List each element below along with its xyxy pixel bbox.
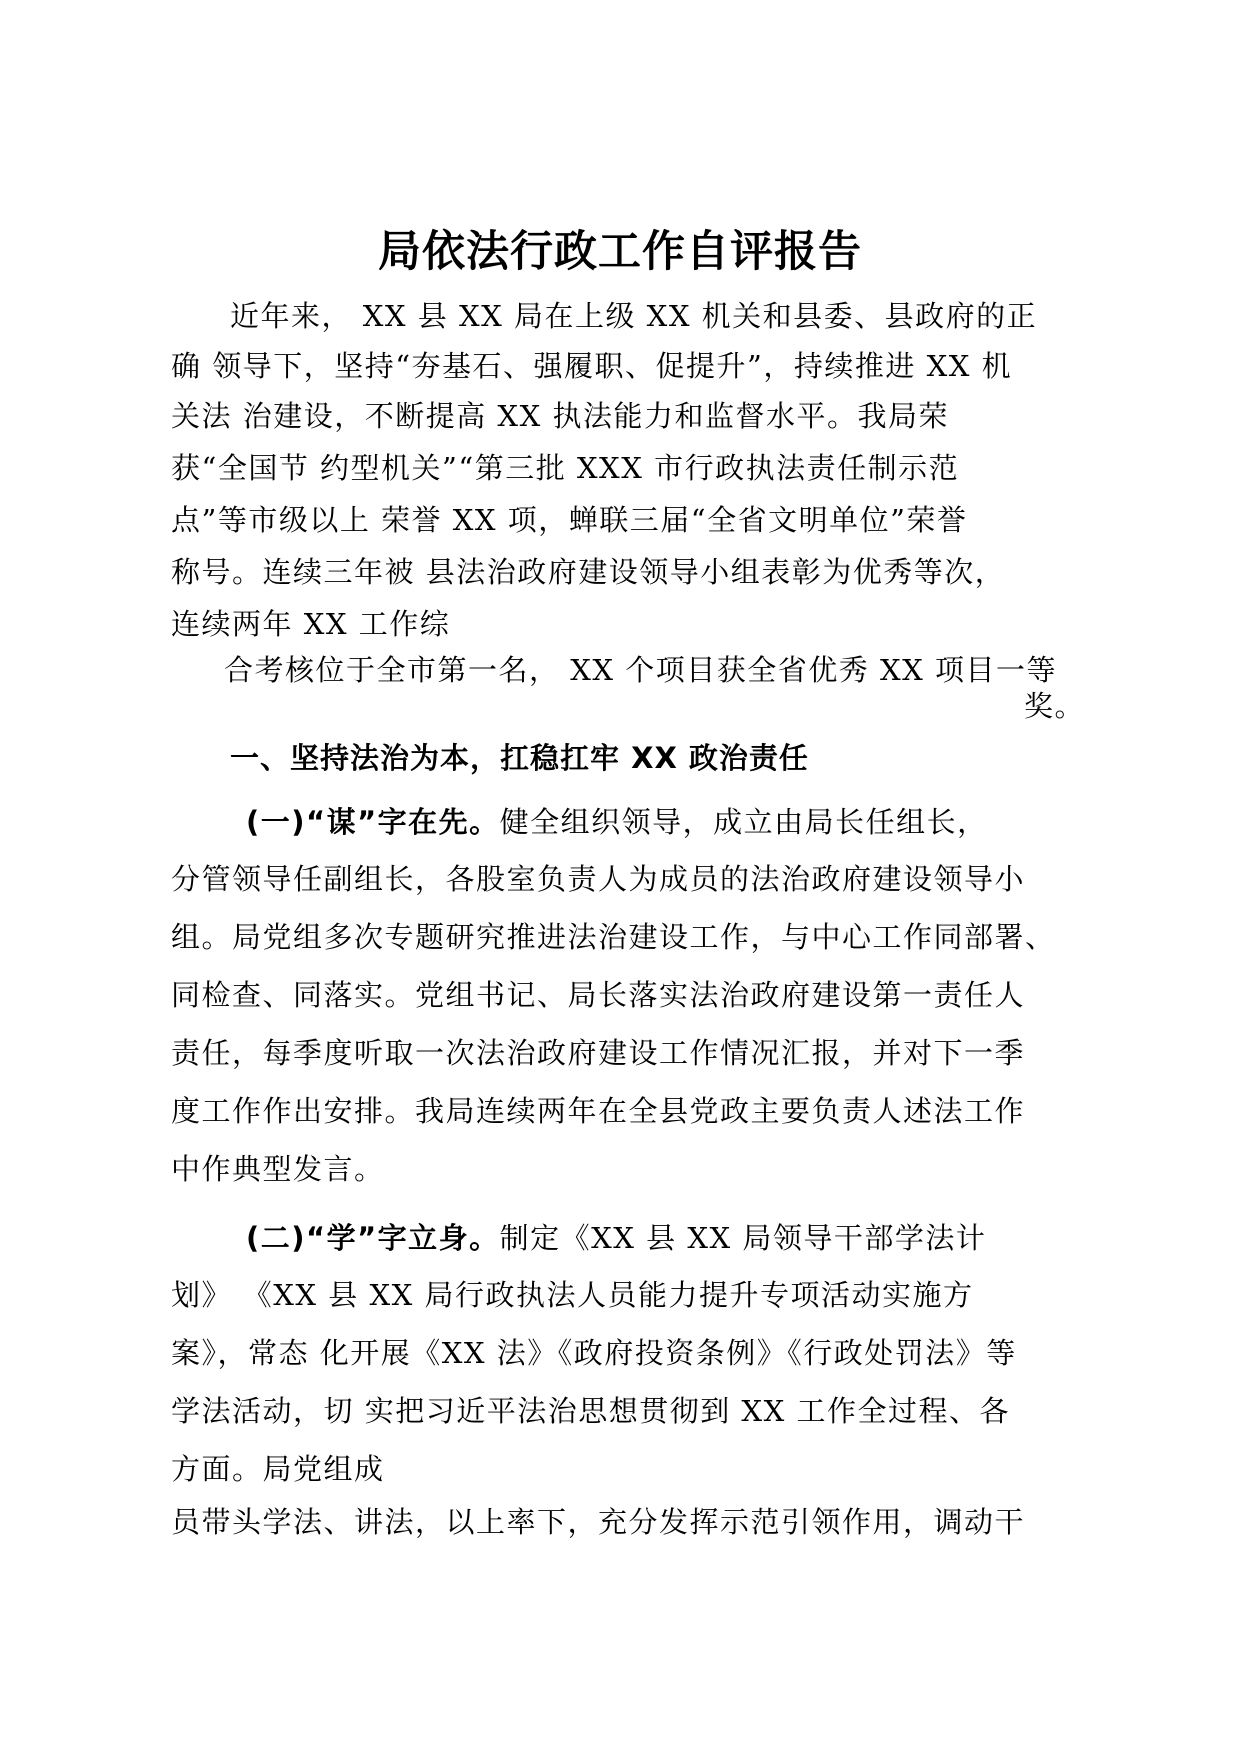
intro-line: 奖。: [1023, 689, 1085, 723]
paragraph-line: 度工作作出安排。我局连续两年在全县党政主要负责人述法工作: [171, 1094, 1026, 1128]
subsection-first-line: [246, 802, 988, 842]
subsection-text: 制定《XX 县 XX 局领导干部学法计: [499, 1221, 987, 1255]
paragraph-line: 中作典型发言。: [171, 1152, 385, 1186]
intro-line: 关法 治建设，不断提高 XX 执法能力和监督水平。我局荣: [171, 399, 949, 433]
intro-line: 连续两年 XX 工作综: [171, 607, 451, 641]
intro-line: 合考核位于全市第一名， XX 个项目获全省优秀 XX 项目一等: [224, 653, 1057, 687]
paragraph-line: 学法活动，切 实把习近平法治思想贯彻到 XX 工作全过程、各: [171, 1394, 1010, 1428]
intro-line: 点”等市级以上 荣誉 XX 项，蝉联三届“全省文明单位”荣誉: [171, 503, 968, 537]
subsection-text: 健全组织领导，成立由局长任组长，: [499, 805, 988, 839]
paragraph-line: 员带头学法、讲法，以上率下，充分发挥示范引领作用，调动干: [171, 1505, 1026, 1539]
subsection-lead: (一)“谋”字在先。: [246, 805, 500, 839]
paragraph-line: 案》，常态 化开展《XX 法》《政府投资条例》《行政处罚法》等: [171, 1336, 1017, 1370]
paragraph-line: 分管领导任副组长，各股室负责人为成员的法治政府建设领导小: [171, 862, 1026, 896]
intro-line: 近年来， XX 县 XX 局在上级 XX 机关和县委、县政府的正: [230, 299, 1038, 333]
intro-line: 确 领导下，坚持“夯基石、强履职、促提升”，持续推进 XX 机: [171, 349, 1013, 383]
subsection-lead: (二)“学”字立身。: [246, 1221, 500, 1255]
paragraph-line: 责任，每季度听取一次法治政府建设工作情况汇报，并对下一季: [171, 1036, 1026, 1070]
paragraph-line: 划》 《XX 县 XX 局行政执法人员能力提升专项活动实施方: [171, 1278, 974, 1312]
intro-line: 获“全国节 约型机关”“第三批 XXX 市行政执法责任制示范: [171, 451, 960, 485]
document-title: 局依法行政工作自评报告: [378, 227, 862, 277]
paragraph-line: 同检查、同落实。党组书记、局长落实法治政府建设第一责任人: [171, 978, 1026, 1012]
intro-line: 称号。连续三年被 县法治政府建设领导小组表彰为优秀等次，: [171, 555, 1006, 589]
paragraph-line: 方面。局党组成: [171, 1452, 385, 1486]
paragraph-line: 组。局党组多次专题研究推进法治建设工作，与中心工作同部署、: [171, 920, 1056, 954]
section-heading: 一、坚持法治为本，扛稳扛牢 XX 政治责任: [230, 741, 809, 775]
subsection-first-line: [246, 1218, 986, 1258]
